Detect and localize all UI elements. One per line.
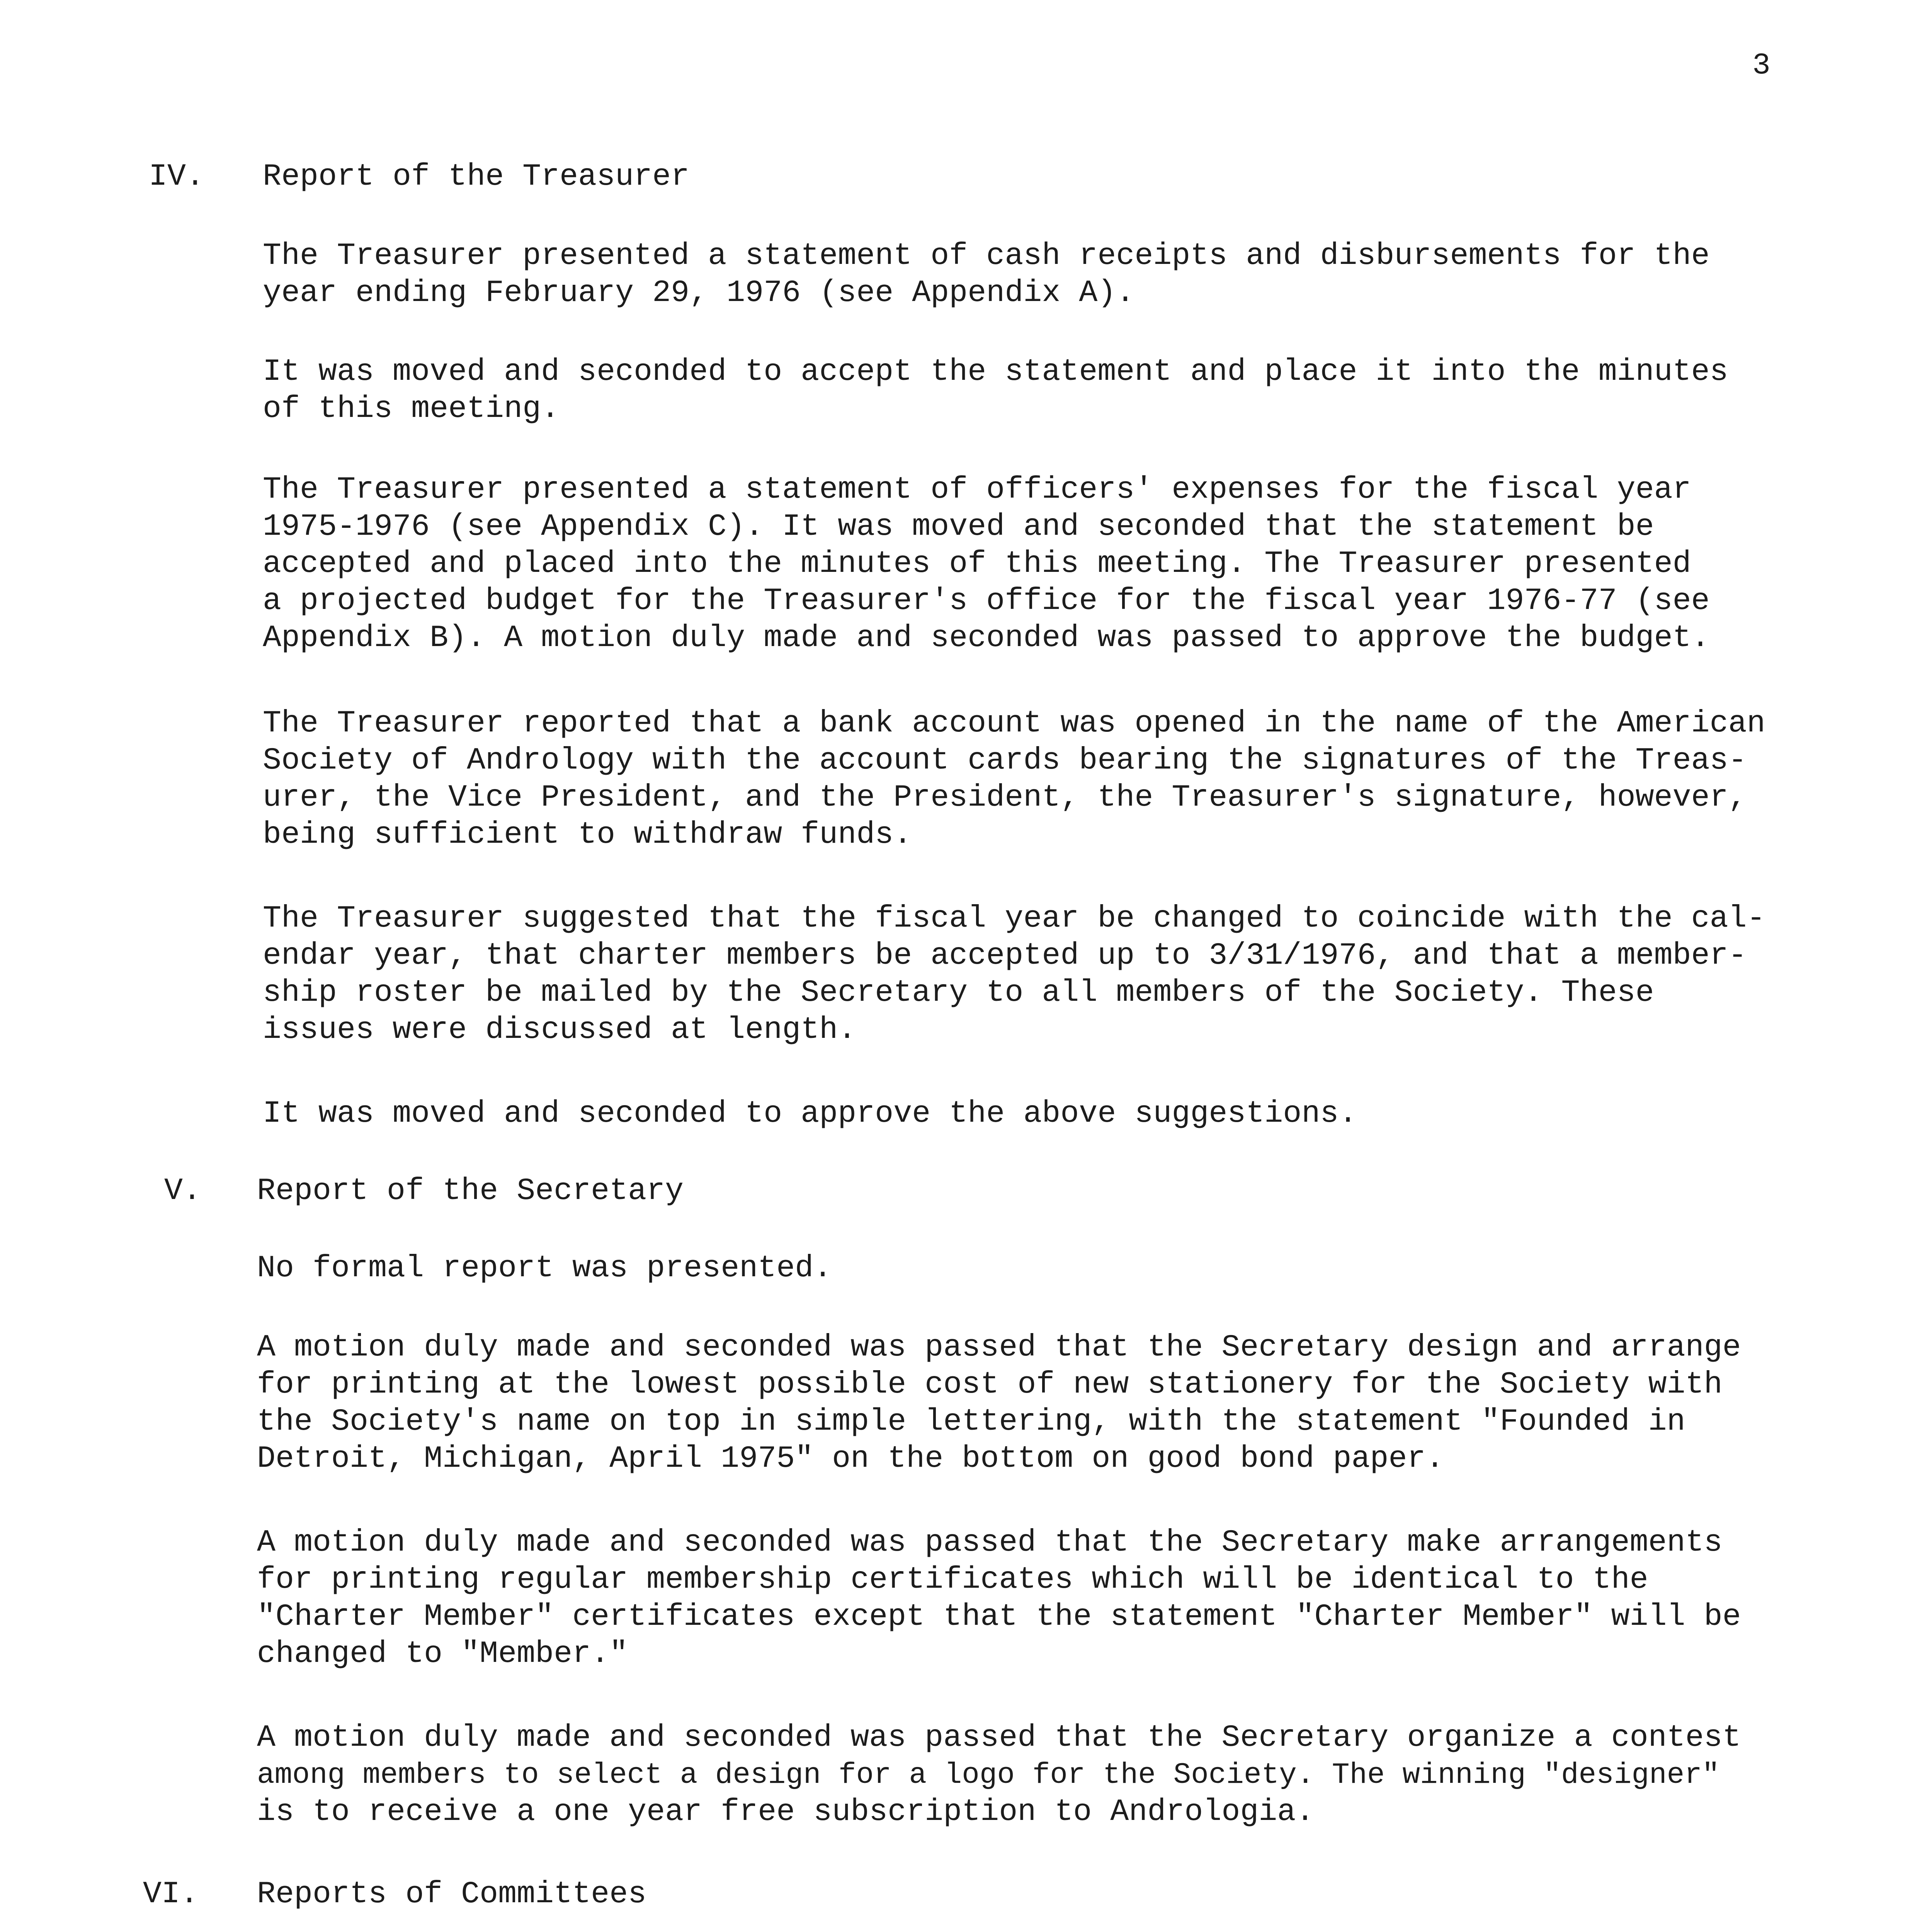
text-line: is to receive a one year free subscription to Andrologia. [257, 1794, 1315, 1830]
text-line: No formal report was presented. [257, 1251, 832, 1286]
text-line: Detroit, Michigan, April 1975" on the bottom on good bond paper. [257, 1441, 1444, 1476]
section-v-paragraph-2 [257, 1329, 1741, 1478]
text-line: being sufficient to withdraw funds. [263, 817, 912, 852]
section-vi-title: Reports of Committees [257, 1877, 647, 1912]
text-line: A motion duly made and seconded was passed that the Secretary make arrangements [257, 1525, 1723, 1560]
text-line: "Charter Member" certificates except that the statement "Charter Member" will be [257, 1599, 1741, 1634]
text-line: year ending February 29, 1976 (see Appendix A). [263, 276, 1135, 311]
section-iv-numeral: IV. [149, 159, 205, 194]
section-iv-paragraph-1 [263, 238, 1710, 312]
section-iv-paragraph-4 [263, 705, 1765, 854]
text-line: The Treasurer reported that a bank account was opened in the name of the American [263, 706, 1765, 741]
section-v-numeral: V. [164, 1173, 202, 1209]
text-line: for printing regular membership certificates which will be identical to the [257, 1562, 1648, 1597]
text-line: endar year, that charter members be accepted up to 3/31/1976, and that a member- [263, 938, 1747, 973]
text-line: of this meeting. [263, 391, 560, 427]
section-v-paragraph-1 [257, 1250, 832, 1287]
section-iv-paragraph-2 [263, 354, 1728, 428]
text-line: 1975-1976 (see Appendix C). It was moved and seconded that the statement be [263, 509, 1654, 544]
text-line: Society of Andrology with the account cards bearing the signatures of the Treas- [263, 743, 1747, 778]
section-iv-paragraph-3 [263, 471, 1710, 657]
text-line: among members to select a design for a logo for the Society. The winning "designer" [257, 1759, 1720, 1792]
text-line: The Treasurer presented a statement of officers' expenses for the fiscal year [263, 472, 1691, 507]
section-v-paragraph-3 [257, 1524, 1741, 1673]
text-line: A motion duly made and seconded was passed that the Secretary organize a contest [257, 1720, 1741, 1755]
text-line: a projected budget for the Treasurer's office for the fiscal year 1976-77 (see [263, 583, 1710, 619]
text-line: The Treasurer suggested that the fiscal year be changed to coincide with the cal- [263, 901, 1765, 936]
section-iv-title: Report of the Treasurer [263, 159, 690, 194]
section-iv-paragraph-6 [263, 1095, 1357, 1133]
text-line: ship roster be mailed by the Secretary to all members of the Society. These [263, 975, 1654, 1010]
text-line: A motion duly made and seconded was passed that the Secretary design and arrange [257, 1330, 1741, 1365]
text-line: It was moved and seconded to accept the statement and place it into the minutes [263, 354, 1728, 389]
text-line: Appendix B). A motion duly made and seconded was passed to approve the budget. [263, 621, 1710, 656]
section-v-paragraph-4 [257, 1719, 1741, 1831]
page-number: 3 [1752, 49, 1770, 83]
text-line: issues were discussed at length. [263, 1012, 857, 1048]
text-line: the Society's name on top in simple lettering, with the statement "Founded in [257, 1404, 1685, 1439]
text-line: It was moved and seconded to approve the above suggestions. [263, 1096, 1357, 1131]
section-v-title: Report of the Secretary [257, 1173, 684, 1209]
text-line: The Treasurer presented a statement of cash receipts and disbursements for the [263, 238, 1710, 274]
section-iv-paragraph-5 [263, 900, 1765, 1049]
section-vi-numeral: VI. [143, 1877, 199, 1912]
text-line: accepted and placed into the minutes of this meeting. The Treasurer presented [263, 546, 1691, 582]
text-line: changed to "Member." [257, 1636, 628, 1672]
text-line: urer, the Vice President, and the President, the Treasurer's signature, however, [263, 780, 1747, 815]
text-line: for printing at the lowest possible cost of new stationery for the Society with [257, 1367, 1723, 1402]
